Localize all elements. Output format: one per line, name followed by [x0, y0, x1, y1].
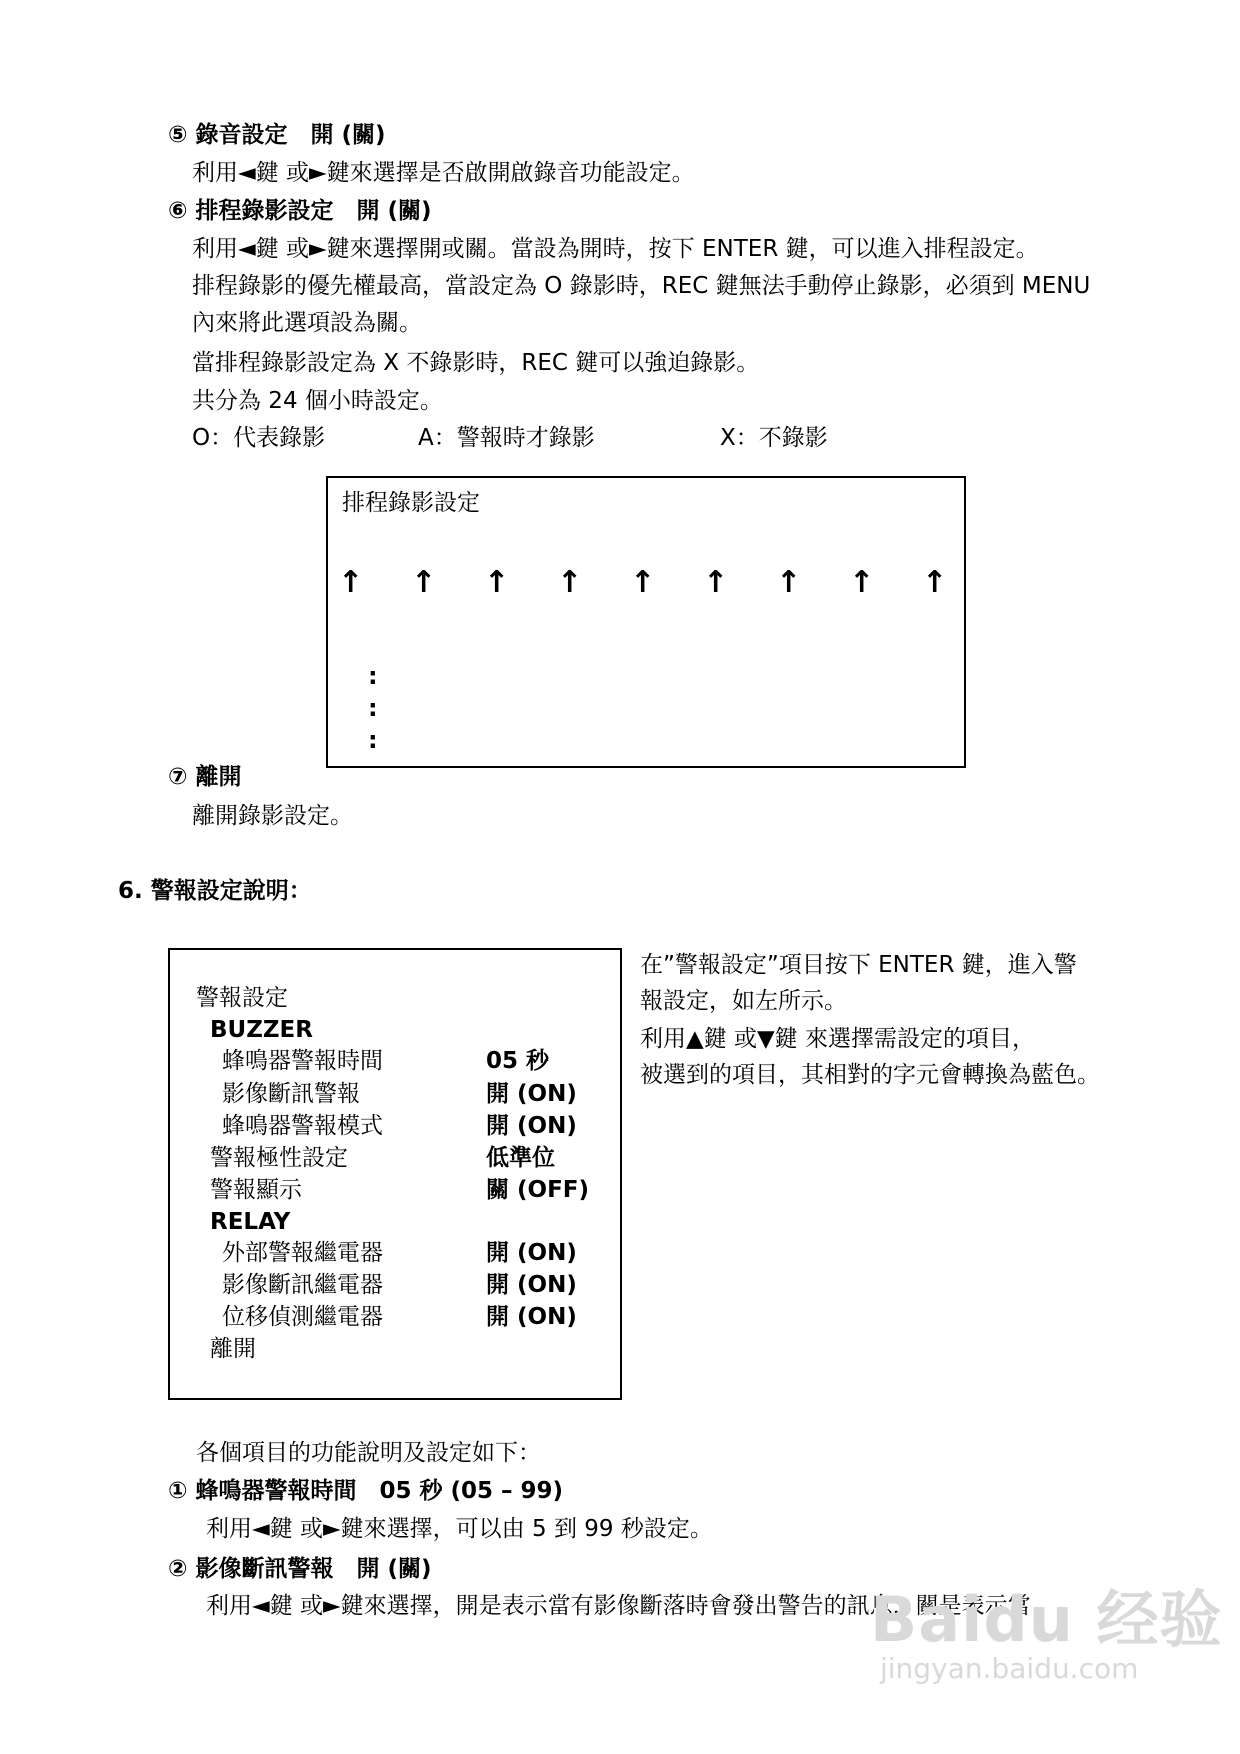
legend-o: O：代表錄影 — [192, 425, 326, 451]
schedule-box-title: 排程錄影設定 — [342, 490, 480, 516]
item6-description-4: 當排程錄影設定為 X 不錄影時，REC 鍵可以強迫錄影。 — [192, 350, 760, 376]
up-arrow-icon: ↑ — [776, 565, 802, 600]
alarm-menu-relay-row-value: 開 (ON) — [486, 1304, 577, 1330]
item5-description: 利用◄鍵 或►鍵來選擇是否啟開啟錄音功能設定。 — [192, 160, 695, 186]
alarm-menu-row-label: 警報顯示 — [210, 1177, 302, 1203]
schedule-arrow-row — [338, 565, 958, 608]
alarm-menu-relay-row-label: 位移偵測繼電器 — [222, 1304, 383, 1330]
alarm-menu-row-label: 蜂鳴器警報模式 — [222, 1113, 383, 1139]
alarm-menu-exit: 離開 — [210, 1336, 256, 1362]
continuation-dot: : — [368, 694, 378, 722]
up-arrow-icon: ↑ — [703, 565, 729, 600]
item7-description: 離開錄影設定。 — [192, 803, 353, 829]
item6-description-2: 排程錄影的優先權最高，當設定為 O 錄影時，REC 鍵無法手動停止錄影，必須到 MENU — [192, 273, 1091, 299]
continuation-dot: : — [368, 726, 378, 754]
item5-title: ⑤ 錄音設定 開 (關) — [168, 122, 386, 148]
alarm-menu-row-value: 關 (OFF) — [486, 1177, 590, 1203]
alarm-item2-description: 利用◄鍵 或►鍵來選擇，開是表示當有影像斷落時會發出警告的訊息，關是表示當 — [206, 1593, 1031, 1619]
alarm-item1-description: 利用◄鍵 或►鍵來選擇，可以由 5 到 99 秒設定。 — [206, 1516, 713, 1542]
alarm-menu-relay-row-value: 開 (ON) — [486, 1240, 577, 1266]
alarm-menu-relay-row-label: 外部警報繼電器 — [222, 1240, 383, 1266]
side-text-4: 被選到的項目，其相對的字元會轉換為藍色。 — [640, 1062, 1100, 1088]
item6-description-3: 內來將此選項設為關。 — [192, 310, 422, 336]
alarm-menu-row-value: 05 秒 — [486, 1048, 550, 1074]
continuation-dot: : — [368, 662, 378, 690]
baidu-watermark-logo: Baidu 经验 — [870, 1583, 1223, 1656]
up-arrow-icon: ↑ — [849, 565, 875, 600]
items-intro: 各個項目的功能說明及設定如下： — [196, 1440, 541, 1466]
alarm-item2-title: ② 影像斷訊警報 開 (關) — [168, 1556, 432, 1582]
alarm-menu-row-label: 蜂鳴器警報時間 — [222, 1048, 383, 1074]
alarm-menu-row-value: 低準位 — [486, 1145, 555, 1171]
alarm-menu-title: 警報設定 — [196, 985, 288, 1011]
side-text-3: 利用▲鍵 或▼鍵 來選擇需設定的項目， — [640, 1026, 1035, 1052]
side-text-1: 在”警報設定”項目按下 ENTER 鍵，進入警 — [640, 952, 1077, 978]
alarm-menu-buzzer-label: BUZZER — [210, 1017, 313, 1043]
alarm-menu-relay-row-label: 影像斷訊繼電器 — [222, 1272, 383, 1298]
up-arrow-icon: ↑ — [338, 565, 364, 600]
baidu-watermark-url: jingyan.baidu.com — [880, 1652, 1139, 1685]
up-arrow-icon: ↑ — [630, 565, 656, 600]
alarm-menu-relay-row-value: 開 (ON) — [486, 1272, 577, 1298]
item6-description-1: 利用◄鍵 或►鍵來選擇開或關。當設為開時，按下 ENTER 鍵，可以進入排程設定。 — [192, 236, 1039, 262]
item6-description-5: 共分為 24 個小時設定。 — [192, 388, 443, 414]
section6-heading: 6. 警報設定說明： — [118, 878, 312, 904]
schedule-box — [326, 476, 966, 768]
legend-x: X：不錄影 — [720, 425, 828, 451]
up-arrow-icon: ↑ — [411, 565, 437, 600]
alarm-menu-row-value: 開 (ON) — [486, 1113, 577, 1139]
alarm-menu-relay-label: RELAY — [210, 1209, 291, 1235]
alarm-menu-row-label: 影像斷訊警報 — [222, 1081, 360, 1107]
legend-a: A：警報時才錄影 — [418, 425, 595, 451]
alarm-menu-box — [168, 948, 622, 1400]
alarm-item1-title: ① 蜂鳴器警報時間 05 秒 (05 – 99) — [168, 1478, 564, 1504]
alarm-menu-row-value: 開 (ON) — [486, 1081, 577, 1107]
item7-title: ⑦ 離開 — [168, 764, 242, 790]
side-text-2: 報設定，如左所示。 — [640, 988, 847, 1014]
up-arrow-icon: ↑ — [484, 565, 510, 600]
up-arrow-icon: ↑ — [922, 565, 948, 600]
up-arrow-icon: ↑ — [557, 565, 583, 600]
alarm-menu-row-label: 警報極性設定 — [210, 1145, 348, 1171]
item6-title: ⑥ 排程錄影設定 開 (關) — [168, 198, 432, 224]
